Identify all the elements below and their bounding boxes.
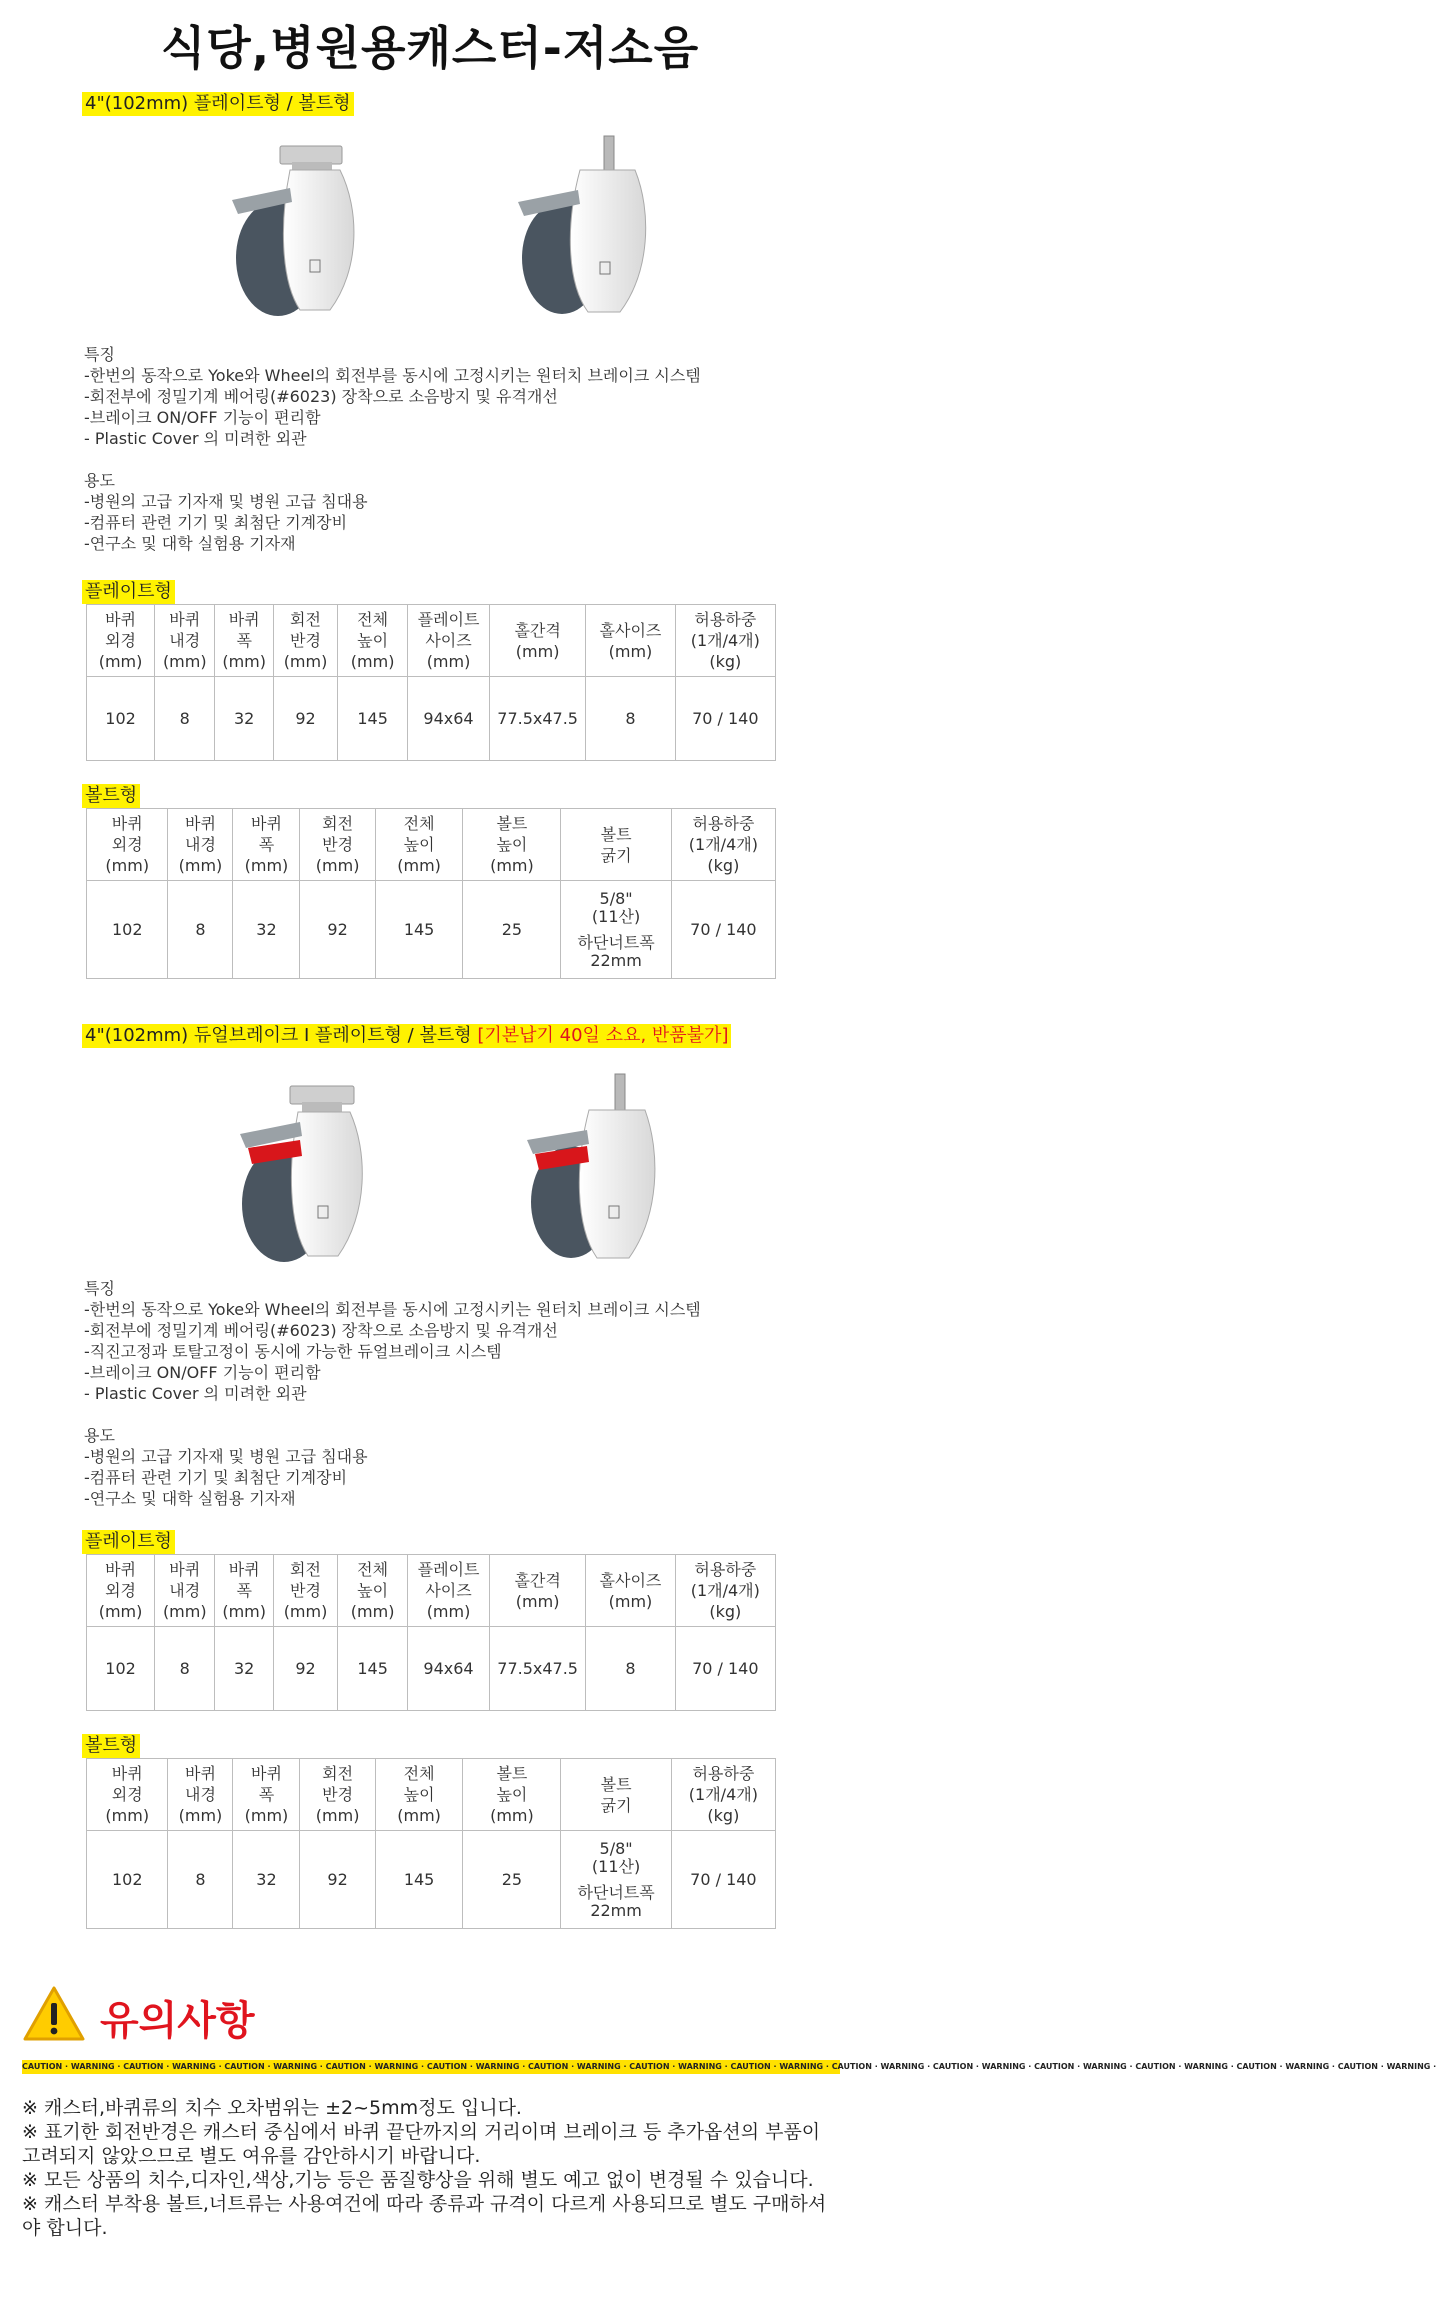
value-cell: 102: [87, 881, 168, 979]
header-cell: 회전 반경 (mm): [300, 1759, 375, 1831]
header-cell: 볼트 높이 (mm): [463, 809, 561, 881]
header-cell: 홀간격 (mm): [489, 1555, 585, 1627]
caution-header: [22, 1985, 842, 2055]
value-cell: 92: [300, 1831, 375, 1929]
feature-item: -회전부에 정밀기계 베어링(#6023) 장착으로 소음방지 및 유격개선: [84, 1321, 558, 1340]
header-cell: 전체 높이 (mm): [375, 1759, 463, 1831]
value-cell: 25: [463, 881, 561, 979]
bolt-caster-drawing: [500, 132, 660, 322]
section2-bolt-label: [82, 1734, 140, 1758]
table-header-row: [87, 1759, 776, 1831]
section1-plate-table: [86, 604, 776, 761]
warning-triangle-icon: [22, 1985, 86, 2043]
header-cell: 바퀴 외경 (mm): [87, 809, 168, 881]
header-cell: 전체 높이 (mm): [338, 1555, 408, 1627]
bolt-thickness-cell: 5/8" (11산) 하단너트폭 22mm: [561, 881, 671, 979]
header-cell: 회전 반경 (mm): [273, 1555, 337, 1627]
caster-image-dual-plate: [210, 1080, 380, 1274]
value-cell: 32: [233, 881, 300, 979]
value-cell: 8: [168, 881, 233, 979]
feature-item: - Plastic Cover 의 미려한 외관: [84, 1384, 307, 1403]
dual-plate-caster-drawing: [210, 1080, 380, 1270]
value-cell: 8: [586, 677, 675, 761]
section1-heading-text: 4"(102mm) 플레이트형 / 볼트형: [82, 92, 354, 116]
value-cell: 70 / 140: [675, 677, 775, 761]
section2-heading: [82, 1024, 731, 1048]
features-title: 특징: [84, 345, 115, 364]
use-item: -연구소 및 대학 실험용 기자재: [84, 534, 296, 553]
header-cell: 바퀴 폭 (mm): [215, 1555, 273, 1627]
section1-bolt-table: [86, 808, 776, 979]
header-cell: 홀사이즈 (mm): [586, 1555, 675, 1627]
value-cell: 70 / 140: [671, 1831, 775, 1929]
header-cell: 회전 반경 (mm): [273, 605, 337, 677]
use-item: -컴퓨터 관련 기기 및 최첨단 기계장비: [84, 513, 348, 532]
value-cell: 145: [338, 1627, 408, 1711]
table-header-row: [87, 605, 776, 677]
use-item: -컴퓨터 관련 기기 및 최첨단 기계장비: [84, 1468, 348, 1487]
section1-plate-label: [82, 580, 175, 604]
feature-item: - Plastic Cover 의 미려한 외관: [84, 429, 307, 448]
header-cell: 플레이트 사이즈 (mm): [408, 605, 490, 677]
table-row: [87, 677, 776, 761]
header-cell: 바퀴 외경 (mm): [87, 605, 155, 677]
plate-caster-drawing: [210, 140, 370, 320]
uses-title: 용도: [84, 1426, 115, 1445]
value-cell: 70 / 140: [671, 881, 775, 979]
value-cell: 145: [375, 1831, 463, 1929]
note-item: ※ 캐스터,바퀴류의 치수 오차범위는 ±2~5mm정도 입니다.: [22, 2097, 522, 2119]
use-item: -병원의 고급 기자재 및 병원 고급 침대용: [84, 492, 368, 511]
table-header-row: [87, 1555, 776, 1627]
feature-item: -회전부에 정밀기계 베어링(#6023) 장착으로 소음방지 및 유격개선: [84, 387, 558, 406]
value-cell: 77.5x47.5: [489, 1627, 585, 1711]
value-cell: 94x64: [408, 677, 490, 761]
note-item: ※ 표기한 회전반경은 캐스터 중심에서 바퀴 끝단까지의 거리이며 브레이크 등 추가옵션의 부품이 고려되지 않았으므로 별도 여유를 감안하시기 바랍니다.: [22, 2121, 821, 2167]
section1-description: [84, 344, 701, 554]
bolt-label-text: 볼트형: [82, 784, 140, 808]
caster-image-plate: [210, 140, 370, 324]
header-cell: 바퀴 폭 (mm): [233, 1759, 300, 1831]
header-cell: 볼트 높이 (mm): [463, 1759, 561, 1831]
value-cell: 92: [273, 1627, 337, 1711]
header-cell: 전체 높이 (mm): [375, 809, 463, 881]
use-item: -병원의 고급 기자재 및 병원 고급 침대용: [84, 1447, 368, 1466]
caution-notes: [22, 2096, 842, 2240]
value-cell: 77.5x47.5: [489, 677, 585, 761]
value-cell: 145: [375, 881, 463, 979]
note-item: ※ 모든 상품의 치수,디자인,색상,기능 등은 품질향상을 위해 별도 예고 없이 변경될 수 있습니다.: [22, 2169, 814, 2191]
caster-image-dual-bolt: [505, 1070, 675, 1274]
plate-label-text: 플레이트형: [82, 580, 175, 604]
header-cell: 전체 높이 (mm): [338, 605, 408, 677]
header-cell: 바퀴 폭 (mm): [215, 605, 273, 677]
feature-item: -브레이크 ON/OFF 기능이 편리함: [84, 408, 321, 427]
value-cell: 25: [463, 1831, 561, 1929]
section2-plate-label: [82, 1530, 175, 1554]
features-title: 특징: [84, 1279, 115, 1298]
feature-item: -브레이크 ON/OFF 기능이 편리함: [84, 1363, 321, 1382]
value-cell: 102: [87, 1627, 155, 1711]
header-cell: 허용하중 (1개/4개) (kg): [675, 1555, 775, 1627]
header-cell: 바퀴 폭 (mm): [233, 809, 300, 881]
value-cell: 102: [87, 1831, 168, 1929]
feature-item: -직진고정과 토탈고정이 동시에 가능한 듀얼브레이크 시스템: [84, 1342, 502, 1361]
header-cell: 허용하중 (1개/4개) (kg): [671, 809, 775, 881]
caution-tape: CAUTION · WARNING · CAUTION · WARNING · CAUTION · WARNING · CAUTION · WARNING · CAUTION · WARNING · CAUTION · WARNING · CAUTION · WARNING · CAUTION · WARNING · CAUTION · WARNING · CAUTION · WARNING · CAUTION · WARNING · CAUTION · WARNING · CAUTION · WARNING · CAUTION · WARNING ·: [22, 2060, 840, 2074]
page-title: 식당,병원용캐스터-저소음: [160, 21, 700, 75]
feature-item: -한번의 동작으로 Yoke와 Wheel의 회전부를 동시에 고정시키는 원터치 브레이크 시스템: [84, 1300, 701, 1319]
header-cell: 허용하중 (1개/4개) (kg): [671, 1759, 775, 1831]
table-header-row: [87, 809, 776, 881]
value-cell: 145: [338, 677, 408, 761]
header-cell: 허용하중 (1개/4개) (kg): [675, 605, 775, 677]
section1-heading: [82, 92, 354, 116]
uses-title: 용도: [84, 471, 115, 490]
value-cell: 32: [215, 1627, 273, 1711]
header-cell: 볼트 굵기: [561, 809, 671, 881]
value-cell: 92: [300, 881, 375, 979]
bolt-thickness-cell: 5/8" (11산) 하단너트폭 22mm: [561, 1831, 671, 1929]
header-cell: 홀간격 (mm): [489, 605, 585, 677]
value-cell: 70 / 140: [675, 1627, 775, 1711]
feature-item: -한번의 동작으로 Yoke와 Wheel의 회전부를 동시에 고정시키는 원터치 브레이크 시스템: [84, 366, 701, 385]
value-cell: 8: [168, 1831, 233, 1929]
section2-plate-table: [86, 1554, 776, 1711]
dual-bolt-caster-drawing: [505, 1070, 675, 1270]
table-row: [87, 1831, 776, 1929]
header-cell: 바퀴 외경 (mm): [87, 1759, 168, 1831]
table-row: [87, 1627, 776, 1711]
delivery-note: [기본납기 40일 소요, 반품불가]: [477, 1025, 729, 1046]
header-cell: 플레이트 사이즈 (mm): [408, 1555, 490, 1627]
value-cell: 8: [155, 677, 215, 761]
value-cell: 32: [215, 677, 273, 761]
header-cell: 바퀴 내경 (mm): [168, 1759, 233, 1831]
table-row: [87, 881, 776, 979]
header-cell: 바퀴 내경 (mm): [168, 809, 233, 881]
header-cell: 바퀴 외경 (mm): [87, 1555, 155, 1627]
header-cell: 바퀴 내경 (mm): [155, 1555, 215, 1627]
value-cell: 8: [155, 1627, 215, 1711]
section2-bolt-table: [86, 1758, 776, 1929]
bolt-label-text: 볼트형: [82, 1734, 140, 1758]
header-cell: 바퀴 내경 (mm): [155, 605, 215, 677]
value-cell: 92: [273, 677, 337, 761]
plate-label-text: 플레이트형: [82, 1530, 175, 1554]
value-cell: 32: [233, 1831, 300, 1929]
caution-title: 유의사항: [100, 1998, 255, 2044]
value-cell: 8: [586, 1627, 675, 1711]
header-cell: 홀사이즈 (mm): [586, 605, 675, 677]
note-item: ※ 캐스터 부착용 볼트,너트류는 사용여건에 따라 종류과 규격이 다르게 사용되므로 별도 구매하셔야 합니다.: [22, 2193, 827, 2239]
caster-image-bolt: [500, 132, 660, 326]
header-cell: 볼트 굵기: [561, 1759, 671, 1831]
header-cell: 회전 반경 (mm): [300, 809, 375, 881]
value-cell: 102: [87, 677, 155, 761]
value-cell: 94x64: [408, 1627, 490, 1711]
section2-heading-text: 4"(102mm) 듀얼브레이크 I 플레이트형 / 볼트형 [기본납기 40일 소요, 반품불가]: [82, 1024, 731, 1048]
use-item: -연구소 및 대학 실험용 기자재: [84, 1489, 296, 1508]
section1-bolt-label: [82, 784, 140, 808]
section2-description: [84, 1278, 701, 1509]
